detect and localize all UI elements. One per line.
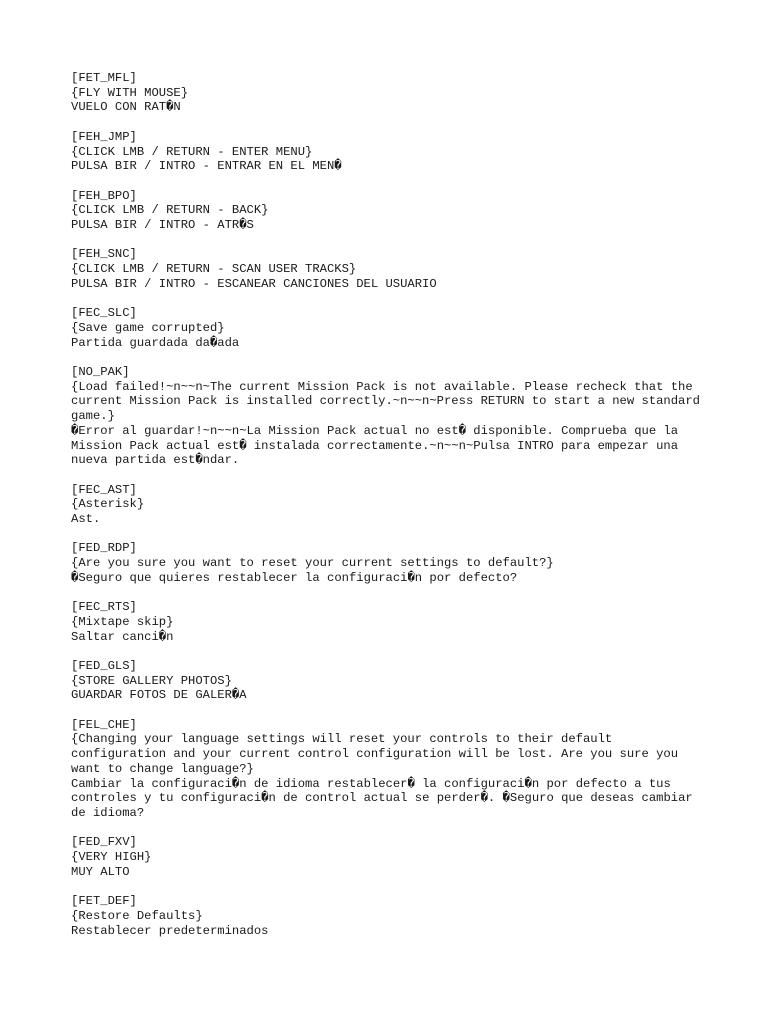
entry-fed-fxv — [71, 835, 711, 879]
entry-key: [FEL_CHE] — [71, 717, 137, 732]
entry-english-text: {VERY HIGH} — [71, 850, 152, 865]
entry-fec-ast — [71, 483, 711, 527]
entry-spanish-text: GUARDAR FOTOS DE GALER�A — [71, 688, 247, 703]
entry-fet-mfl — [71, 71, 711, 115]
document-page — [71, 71, 711, 953]
entry-fel-che — [71, 718, 711, 821]
entry-key: [FEH_BPO] — [71, 188, 137, 203]
entry-english-text: {Are you sure you want to reset your current settings to default?} — [71, 556, 554, 571]
entry-feh-bpo — [71, 189, 711, 233]
entry-english-text: {Mixtape skip} — [71, 614, 174, 629]
entry-spanish-text: Restablecer predeterminados — [71, 923, 269, 938]
entry-key: [FEH_JMP] — [71, 129, 137, 144]
entry-key: [FED_RDP] — [71, 541, 137, 556]
entry-key: [FEC_SLC] — [71, 306, 137, 321]
entry-spanish-text: �Error al guardar!~n~~n~La Mission Pack actual no est� disponible. Comprueba que la Mission Pack actual est� instalada correctamente.~n~~n~Pulsa INTRO para empezar una nueva partida est�ndar. — [71, 423, 686, 468]
entry-fed-rdp — [71, 541, 711, 585]
entry-spanish-text: PULSA BIR / INTRO - ENTRAR EN EL MEN� — [71, 159, 342, 174]
entry-key: [FET_DEF] — [71, 894, 137, 909]
entry-key: [FED_GLS] — [71, 658, 137, 673]
entry-english-text: {Save game corrupted} — [71, 320, 225, 335]
entry-feh-jmp — [71, 130, 711, 174]
entry-spanish-text: Ast. — [71, 512, 101, 526]
entry-key: [NO_PAK] — [71, 364, 130, 379]
entry-spanish-text: Partida guardada da�ada — [71, 335, 240, 350]
entry-spanish-text: Cambiar la configuraci�n de idioma restablecer� la configuraci�n por defecto a tus controles y tu configuraci�n de control actual se perder�. �Seguro que deseas cambiar de idioma? — [71, 776, 701, 820]
entry-english-text: {CLICK LMB / RETURN - SCAN USER TRACKS} — [71, 262, 357, 277]
entry-english-text: {Changing your language settings will reset your controls to their default configuration and your current control configuration will be lost. Are you sure you want to change language?} — [71, 732, 686, 776]
entry-fed-gls — [71, 659, 711, 703]
entry-feh-snc — [71, 247, 711, 291]
entry-english-text: {STORE GALLERY PHOTOS} — [71, 673, 232, 688]
entry-english-text: {Load failed!~n~~n~The current Mission Pack is not available. Please recheck that the current Mission Pack is installed correctly.~n~~n~Press RETURN to start a new standard game.} — [71, 379, 708, 424]
entry-spanish-text: PULSA BIR / INTRO - ESCANEAR CANCIONES DEL USUARIO — [71, 276, 437, 291]
entry-fec-slc — [71, 306, 711, 350]
entry-spanish-text: VUELO CON RAT�N — [71, 100, 181, 115]
entry-key: [FEC_RTS] — [71, 600, 137, 615]
entry-english-text: {CLICK LMB / RETURN - ENTER MENU} — [71, 144, 313, 159]
entry-english-text: {CLICK LMB / RETURN - BACK} — [71, 203, 269, 218]
entry-no-pak — [71, 365, 711, 468]
entry-fec-rts — [71, 600, 711, 644]
entry-spanish-text: �Seguro que quieres restablecer la configuraci�n por defecto? — [71, 570, 518, 585]
entry-key: [FEC_AST] — [71, 482, 137, 497]
entry-spanish-text: PULSA BIR / INTRO - ATR�S — [71, 218, 254, 232]
entry-fet-def — [71, 894, 711, 938]
entry-key: [FET_MFL] — [71, 71, 137, 85]
entry-spanish-text: MUY ALTO — [71, 864, 130, 879]
entry-key: [FEH_SNC] — [71, 247, 137, 262]
entry-english-text: {Asterisk} — [71, 497, 145, 512]
entry-english-text: {FLY WITH MOUSE} — [71, 85, 189, 100]
entry-key: [FED_FXV] — [71, 835, 137, 850]
entry-english-text: {Restore Defaults} — [71, 908, 203, 923]
entry-spanish-text: Saltar canci�n — [71, 629, 174, 644]
